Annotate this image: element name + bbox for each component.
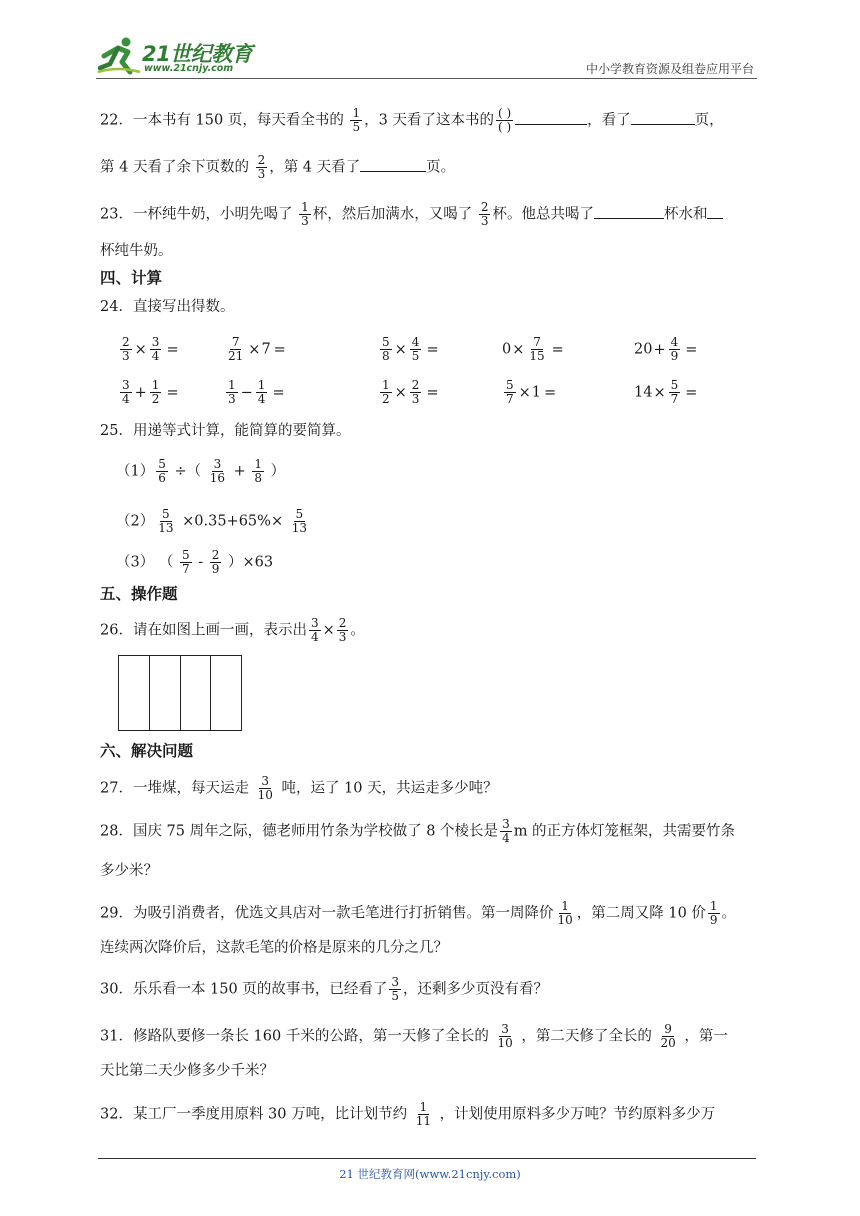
calc-expression: 0× $\frac{7}{15}$ =: [502, 335, 564, 363]
calc-expression: $\frac{5}{8}$ × $\frac{4}{5}$ =: [382, 335, 439, 363]
rectangle-divider: [180, 656, 181, 730]
q32-text: 32．某工厂一季度用原料 30 万吨，比计划节约 $\frac{1}{11}$ ，计划使用原料多少万吨？节约原料多少万: [100, 1100, 716, 1128]
section-title-5: 五、操作题: [100, 585, 178, 603]
fraction: $\frac{2}{3}$: [257, 153, 266, 181]
drawing-rectangle[interactable]: [118, 655, 242, 731]
q22-line2: 第 4 天看了余下页数的 $\frac{2}{3}$ ，第 4 天看了 页。: [100, 153, 456, 181]
calc-expression: $\frac{3}{4}$ + $\frac{1}{2}$ =: [122, 378, 179, 406]
fraction: $\frac{2}{3}$: [480, 200, 489, 228]
calc-expression: 20+ $\frac{4}{9}$ =: [634, 335, 698, 363]
q25-text: 25．用递等式计算，能简算的要简算。: [100, 423, 351, 439]
rectangle-divider: [210, 656, 211, 730]
footer-text: 21 世纪教育网(www.21cnjy.com): [339, 1167, 521, 1181]
q25-part2: （2） $\frac{5}{13}$ ×0.35+65%× $\frac{5}{13}$: [116, 507, 307, 535]
q29-line1: 29．为吸引消费者，优选文具店对一款毛笔进行打折销售。第一周降价 $\frac{1}{10}$ ，第二周又降 10 价 $\frac{1}{9}$ 。: [100, 899, 737, 927]
q28-line2: 多少米？: [100, 863, 158, 879]
q30-text: 30．乐乐看一本 150 页的故事书，已经看了 $\frac{3}{5}$ ，还剩多少页没有看？: [100, 975, 548, 1003]
q26-text: 26．请在如图上画一画，表示出 $\frac{3}{4}$ × $\frac{2}{3}$ 。: [100, 616, 365, 644]
logo-url-text: www.21cnjy.com: [144, 63, 234, 74]
blank-fraction: $\frac{( )}{( )}$: [497, 106, 512, 134]
q24-text: 24．直接写出得数。: [100, 299, 235, 315]
q31-line1: 31．修路队要修一条长 160 千米的公路，第一天修了全长的 $\frac{3}{10}$ ，第二天修了全长的 $\frac{9}{20}$ ，第一: [100, 1022, 728, 1050]
q27-text: 27．一堆煤，每天运走 $\frac{3}{10}$ 吨，运了 10 天，共运走多少吨？: [100, 774, 498, 802]
section-title-4: 四、计算: [100, 269, 163, 287]
answer-blank[interactable]: [360, 157, 426, 172]
answer-blank[interactable]: [515, 110, 587, 125]
q23-line1: 23．一杯纯牛奶，小明先喝了 $\frac{1}{3}$ 杯，然后加满水，又喝了 $\frac{2}{3}$ 杯。他总共喝了 杯水和: [100, 201, 723, 228]
q28-line1: 28．国庆 75 周年之际，德老师用竹条为学校做了 8 个棱长是 $\frac{3}{4}$ m 的正方体灯笼框架，共需要竹条: [100, 817, 736, 845]
q25-part1: （1） $\frac{5}{6}$ ÷（ $\frac{3}{16}$ + $\frac{1}{8}$ ）: [116, 457, 286, 485]
header-divider: [96, 78, 757, 79]
calc-expression: $\frac{2}{3}$ × $\frac{3}{4}$ =: [122, 335, 179, 363]
q25-part3: （3） （ $\frac{5}{7}$ - $\frac{2}{9}$ ）×63: [116, 548, 274, 576]
calc-expression: $\frac{1}{3}$ − $\frac{1}{4}$ =: [228, 378, 285, 406]
fraction: $\frac{1}{3}$: [301, 200, 309, 228]
fraction: $\frac{1}{5}$: [352, 106, 361, 134]
runner-logo-icon: [96, 36, 142, 76]
q23-line2: 杯纯牛奶。: [100, 243, 173, 259]
q29-line2: 连续两次降价后，这款毛笔的价格是原来的几分之几？: [100, 940, 448, 956]
calc-expression: $\frac{7}{21}$ ×7 =: [228, 335, 286, 363]
answer-blank[interactable]: [594, 204, 664, 219]
logo-brand-text: 21世纪教育: [142, 42, 253, 66]
calc-expression: $\frac{5}{7}$ ×1 =: [506, 378, 557, 406]
calc-expression: 14× $\frac{5}{7}$ =: [634, 378, 698, 406]
q22-line1: 22．一本书有 150 页，每天看全书的 $\frac{1}{5}$ ，3 天看了这本书的 $\frac{( )}{( )}$ ，看了 页，: [100, 106, 724, 134]
q31-line2: 天比第二天少修多少千米？: [100, 1063, 274, 1079]
platform-name: 中小学教育资源及组卷应用平台: [585, 62, 754, 76]
section-title-6: 六、解决问题: [100, 742, 194, 760]
answer-blank[interactable]: [707, 204, 723, 219]
answer-blank[interactable]: [631, 110, 695, 125]
rectangle-divider: [149, 656, 150, 730]
footer-divider: [98, 1158, 756, 1159]
calc-expression: $\frac{1}{2}$ × $\frac{2}{3}$ =: [382, 378, 439, 406]
header-logo: [96, 36, 266, 78]
